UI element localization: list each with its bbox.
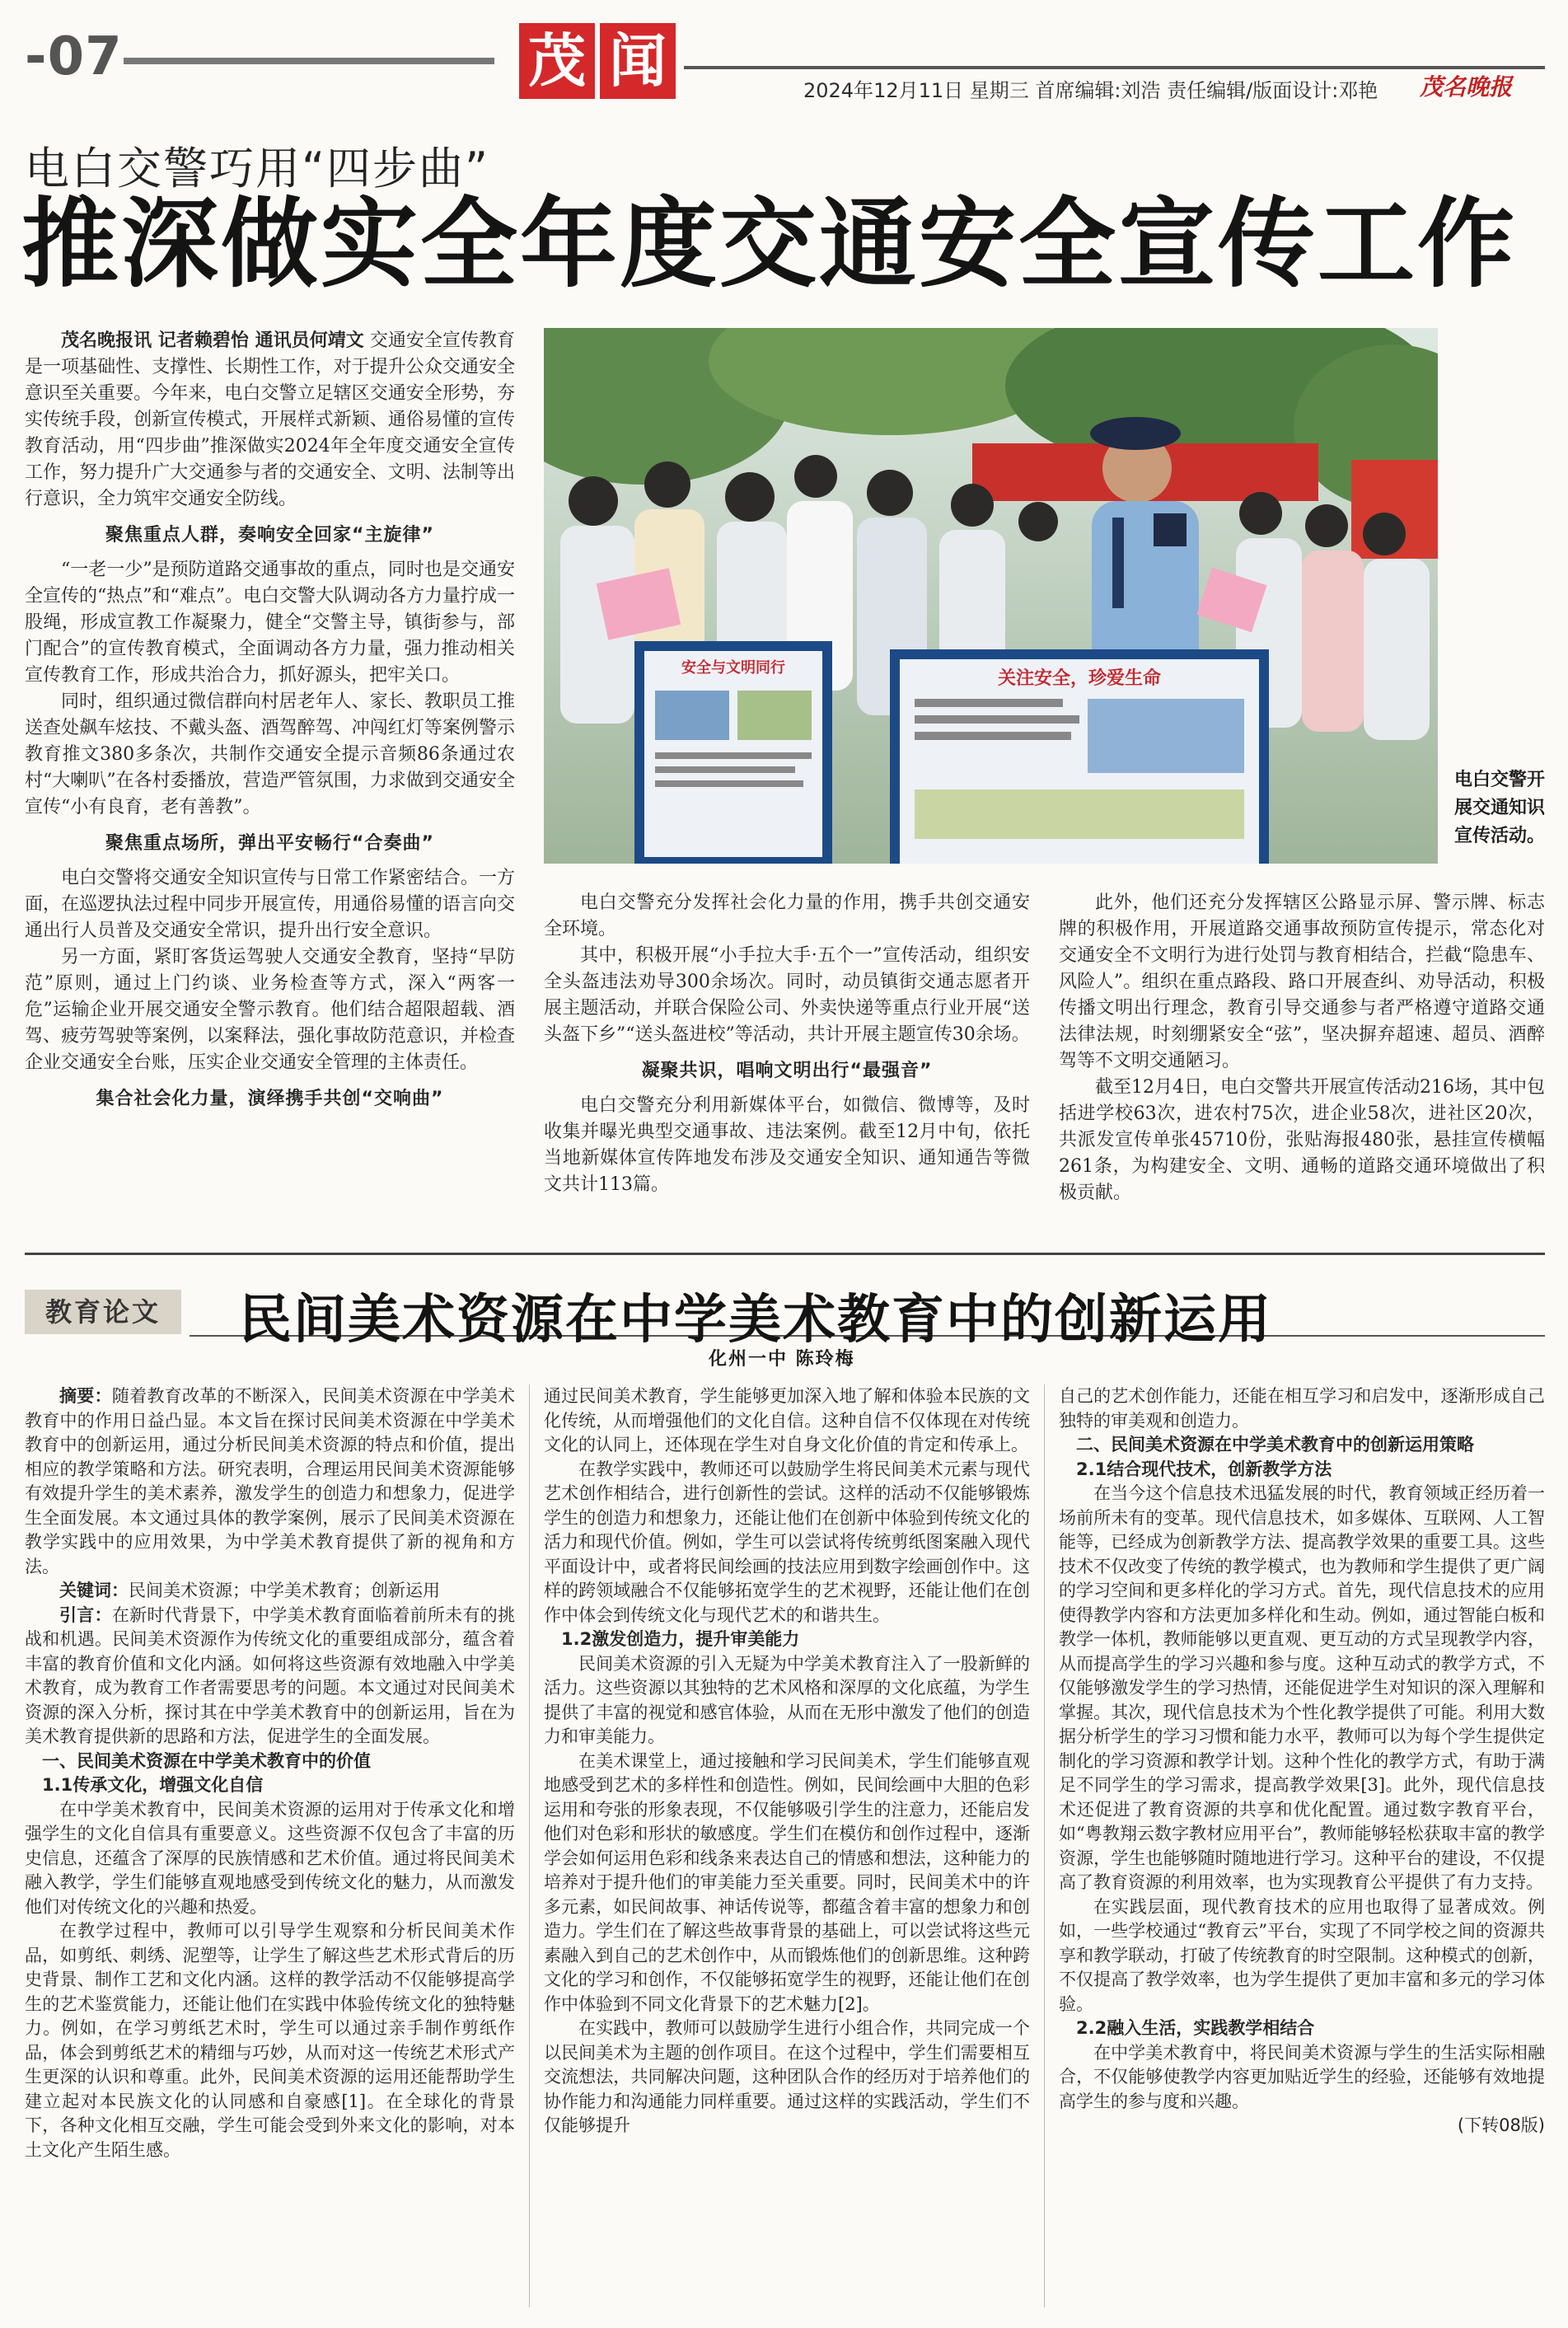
section-heading-1: 一、民间美术资源在中学美术教育中的价值: [42, 1750, 371, 1771]
keywords-text: 民间美术资源；中学美术教育；创新运用: [129, 1581, 440, 1600]
article2-paragraph: 在当今这个信息技术迅猛发展的时代，教育领域正经历着一场前所未有的变革。现代信息技术，如多媒体、互联网、人工智能等，已经成为创新教学方法、提高教学效果的重要工具。这些技术不仅改变了传统的教学模式，也为教师和学生提供了更广阔的学习空间和更多样化的学习方式。首先，现代信息技术的应用使得教学内容和方法更加多样化和生动。例如，通过智能白板和教学一体机，教师能够以更直观、更互动的方式呈现教学内容，从而提高学生的学习兴趣和参与度。这种互动式的教学方式，不仅能够激发学生的学习热情，还能促进学生对知识的深入理解和掌握。其次，现代信息技术为个性化教学提供了可能。利用大数据分析学生的学习习惯和能力水平，教师可以为每个学生提供定制化的学习资源和教学计划。这种个性化的教学方式，有助于满足不同学生的学习需求，提高教学效果[3]。此外，现代信息技术还促进了教育资源的共享和优化配置。通过数字教育平台，如“粤教翔云数字教材应用平台”，教师能够轻松获取丰富的教学资源，学生也能够随时随地进行学习。这种平台的建设，不仅提高了教育资源的利用效率，也为实现教育公平提供了有力支持。: [1059, 1483, 1545, 1892]
article2-column-2: [544, 1384, 1030, 2138]
board-title-1: 安全与文明同行: [681, 659, 785, 677]
article2-paragraph: 自己的艺术创作能力，还能在相互学习和启发中，逐渐形成自己独特的审美观和创造力。: [1059, 1386, 1545, 1431]
article2-paragraph: 民间美术资源的引入无疑为中学美术教育注入了一股新鲜的活力。这些资源以其独特的艺术风格和深厚的文化底蕴，为学生提供了丰富的视觉和感官体验，从而在无形中激发了他们的创造力和审美能力。: [544, 1653, 1030, 1746]
column-rule: [529, 1384, 530, 2307]
subsection-heading-2-2: 2.2融入生活，实践教学相结合: [1076, 2018, 1315, 2038]
intro-label: 引言：: [59, 1604, 112, 1625]
article2-paragraph: 在中学美术教育中，民间美术资源的运用对于传承文化和增强学生的文化自信具有重要意义。这些资源不仅包含了丰富的历史信息，还蕴含了深厚的民族情感和艺术价值。通过将民间美术融入教学，学生们能够直观地感受到传统文化的魅力，从而激发他们对传统文化的兴趣和热爱。: [25, 1799, 515, 1917]
article1-paragraph: 另一方面，紧盯客货运驾驶人交通安全教育，坚持“早防范”原则，通过上门约谈、业务检查等方式，深入“两客一危”运输企业开展交通安全警示教育。他们结合超限超载、酒驾、疲劳驾驶等案例，以案释法，强化事故防范意识，并检查企业交通安全台账，压实企业交通安全管理的主体责任。: [25, 947, 515, 1073]
section-mark: [519, 18, 684, 109]
page-number: -07: [25, 26, 123, 87]
article1-subhead-4: 凝聚共识，唱响文明出行“最强音”: [641, 1061, 933, 1081]
abstract-text: 随着教育改革的不断深入，民间美术资源在中学美术教育中的作用日益凸显。本文旨在探讨民间美术资源在中学美术教育中的创新运用，通过分析民间美术资源的特点和价值，提出相应的教学策略和方法。研究表明，合理运用民间美术资源能够有效提升学生的美术素养，激发学生的创造力和想象力，促进学生全面发展。本文通过具体的教学案例，展示了民间美术资源在教学实践中的应用效果，为中学美术教育提供了新的视角和方法。: [25, 1386, 516, 1576]
article2-paragraph: 在美术课堂上，通过接触和学习民间美术，学生们能够直观地感受到艺术的多样性和创造性。例如，民间绘画中大胆的色彩运用和夸张的形象表现，不仅能够吸引学生的注意力，还能启发他们对色彩和形状的敏感度。学生们在模仿和创作过程中，逐渐学会如何运用色彩和线条来表达自己的情感和想法，这种能力的培养对于提升他们的审美能力至关重要。同时，民间美术中的许多元素，如民间故事、神话传说等，都蕴含着丰富的想象力和创造力。学生们在了解这些故事背景的基础上，可以尝试将这些元素融入到自己的艺术创作中，从而锻炼他们的创新思维。这种跨文化的学习和创作，不仅能够拓宽学生的视野，还能让他们在创作中体验到不同文化背景下的艺术魅力[2]。: [544, 1750, 1030, 2014]
article1-subhead-3: 集合社会化力量，演绎携手共创“交响曲”: [96, 1089, 444, 1109]
article1-paragraph: 同时，组织通过微信群向村居老年人、家长、教职员工推送查处飙车炫技、不戴头盔、酒驾醉驾、冲闯红灯等案例警示教育推文380多条次，共制作交通安全提示音频86条通过农村“大喇叭”在各村委播放，营造严管氛围，力求做到交通安全宣传“小有良育，老有善教”。: [25, 691, 515, 817]
subsection-heading-1-2: 1.2激发创造力，提升审美能力: [561, 1629, 800, 1649]
article1-kicker: 电白交警巧用“四步曲”: [25, 143, 489, 194]
section-char-1: 茂: [519, 23, 595, 99]
article1-paragraph: 其中，积极开展“小手拉大手·五个一”宣传活动，组织安全头盔违法劝导300余场次。同时，动员镇街交通志愿者开展主题活动，并联合保险公司、外卖快递等重点行业开展“送头盔下乡”“送头盔进校”等活动，共计开展主题宣传30余场。: [544, 945, 1030, 1045]
article1-subhead-1: 聚焦重点人群，奏响安全回家“主旋律”: [105, 525, 434, 546]
article1-headline: 推深做实全年度交通安全宣传工作: [21, 187, 1518, 301]
column-tag: 教育论文: [25, 1290, 181, 1334]
article1-lead: 交通安全宣传教育是一项基础性、支撑性、长期性工作，对于提升公众交通安全意识至关重要。今年来，电白交警立足辖区交通安全形势，夯实传统手段，创新宣传模式，开展样式新颖、通俗易懂的宣传教育活动，用“四步曲”推深做实2024年全年度交通安全宣传工作，努力提升广大交通参与者的交通安全、文明、法制等出行意识，全力筑牢交通安全防线。: [25, 330, 515, 509]
article2-paragraph: 在教学实践中，教师还可以鼓励学生将民间美术元素与现代艺术创作相结合，进行创新性的尝试。这样的活动不仅能够锻炼学生的创造力和想象力，还能让他们在创新中体验到传统文化的活力和现代价值。例如，学生可以尝试将传统剪纸图案融入现代平面设计中，或者将民间绘画的技法应用到数字绘画创作中。这样的跨领域融合不仅能够拓宽学生的艺术视野，还能让他们在创作中体会到传统文化与现代艺术的和谐共生。: [544, 1459, 1030, 1625]
article2-column-3: [1059, 1384, 1545, 2138]
abstract-label: 摘要：: [59, 1386, 112, 1406]
article1-paragraph: 此外，他们还充分发挥辖区公路显示屏、警示牌、标志牌的积极作用，开展道路交通事故预防宣传提示，常态化对交通安全不文明行为进行处罚与教育相结合，拦截“隐患车、风险人”。组织在重点路段、路口开展查纠、劝导活动，积极传播文明出行理念，教育引导交通参与者严格遵守道路交通法律法规，时刻绷紧安全“弦”，坚决摒弃超速、超员、酒醉驾等不文明交通陋习。: [1059, 892, 1545, 1071]
article2-headline: 民间美术资源在中学美术教育中的创新运用: [239, 1290, 1272, 1351]
article2-paragraph: 通过民间美术教育，学生能够更加深入地了解和体验本民族的文化传统，从而增强他们的文化自信。这种自信不仅体现在对传统文化的认同上，还体现在学生对自身文化价值的肯定和传承上。: [544, 1386, 1030, 1454]
article2-paragraph: 在实践层面，现代教育技术的应用也取得了显著成效。例如，一些学校通过“教育云”平台，实现了不同学校之间的资源共享和教学联动，打破了传统教育的时空限制。这种模式的创新，不仅提高了教学效率，也为学生提供了更加丰富和多元的学习体验。: [1059, 1896, 1545, 2014]
subsection-heading-2-1: 2.1结合现代技术，创新教学方法: [1076, 1459, 1332, 1479]
intro-text: 在新时代背景下，中学美术教育面临着前所未有的挑战和机遇。民间美术资源作为传统文化的重要组成部分，蕴含着丰富的教育价值和文化内涵。如何将这些资源有效地融入中学美术教育，成为教育工作者需要思考的问题。本文通过对民间美术资源的深入分析，探讨其在中学美术教育中的创新运用，旨在为美术教育提供新的思路和方法，促进学生的全面发展。: [25, 1604, 516, 1746]
article2-paragraph: 在实践中，教师可以鼓励学生进行小组合作，共同完成一个以民间美术为主题的创作项目。在这个过程中，学生们需要相互交流想法，共同解决问题，这种团队合作的经历对于培养他们的协作能力和沟通能力同样重要。通过这样的实践活动，学生们不仅能够提升: [544, 2018, 1030, 2135]
article1-paragraph: 电白交警充分利用新媒体平台，如微信、微博等，及时收集并曝光典型交通事故、违法案例。截至12月中旬，依托当地新媒体宣传阵地发布涉及交通安全知识、通知通告等微文共计113篇。: [544, 1095, 1030, 1195]
keywords-label: 关键词：: [59, 1581, 129, 1600]
article1-paragraph: “一老一少”是预防道路交通事故的重点，同时也是交通安全宣传的“热点”和“难点”。电白交警大队调动各方力量拧成一股绳，形成宣教工作凝聚力，健全“交警主导，镇街参与，部门配合”的宣传教育模式，全面调动各方力量，强力推动相关宣传教育工作，形成共治合力，抓好源头，把牢关口。: [25, 560, 515, 686]
article1-paragraph: 电白交警充分发挥社会化力量的作用，携手共创交通安全环境。: [544, 892, 1030, 939]
article1-paragraph: 截至12月4日，电白交警共开展宣传活动216场，其中包括进学校63次，进农村75次，进企业58次，进社区20次，共派发宣传单张45710份，张贴海报480张，悬挂宣传横幅261条，为构建安全、文明、通畅的道路交通环境做出了积极贡献。: [1059, 1077, 1545, 1203]
column-rule: [1044, 1384, 1045, 2307]
article2-paragraph: 在中学美术教育中，将民间美术资源与学生的生活实际相融合，不仅能够使教学内容更加贴近学生的经验，还能够有效地提高学生的参与度和兴趣。: [1059, 2042, 1545, 2111]
article2-column-1: [25, 1384, 515, 2162]
section-char-2: 闻: [600, 23, 676, 99]
section-heading-2: 二、民间美术资源在中学美术教育中的创新运用策略: [1076, 1435, 1474, 1454]
article-divider: [25, 1253, 1545, 1255]
article2-author: 化州一中 陈玲梅: [709, 1349, 855, 1370]
dateline: 2024年12月11日 星期三 首席编辑:刘浩 责任编辑/版面设计:邓艳: [803, 79, 1378, 102]
subsection-heading-1-1: 1.1传承文化，增强文化自信: [42, 1775, 264, 1795]
article1-column-3: [1059, 890, 1545, 1206]
article1-subhead-2: 聚焦重点场所，弹出平安畅行“合奏曲”: [105, 833, 434, 854]
article2-paragraph: 在教学过程中，教师可以引导学生观察和分析民间美术作品，如剪纸、刺绣、泥塑等，让学生了解这些艺术形式背后的历史背景、制作工艺和文化内涵。这样的教学活动不仅能够提高学生的艺术鉴赏能力，还能让他们在实践中体验传统文化的独特魅力。例如，在学习剪纸艺术时，学生可以通过亲手制作剪纸作品，体会到剪纸艺术的精细与巧妙，从而对这一传统艺术形式产生更深的认识和尊重。此外，民间美术资源的运用还能帮助学生建立起对本民族文化的认同感和自豪感[1]。在全球化的背景下，各种文化相互交融，学生可能会受到外来文化的影响，对本土文化产生陌生感。: [25, 1921, 515, 2160]
article1-byline: 茂名晚报讯 记者赖碧怡 通讯员何靖文: [61, 330, 364, 351]
article1-column-2: [544, 890, 1030, 1198]
paper-logo: 茂名晚报: [1419, 73, 1512, 101]
masthead: [25, 18, 1545, 109]
page-number-rule: [124, 58, 494, 64]
continued-note: (下转08版): [1457, 2115, 1545, 2135]
article1-photo: [544, 328, 1438, 864]
board-title-2: 关注安全，珍爱生命: [997, 668, 1162, 689]
masthead-rule: [684, 66, 1545, 102]
article1-photo-caption: 电白交警开展交通知识宣传活动。: [1454, 770, 1546, 846]
article1-column-1: [25, 328, 515, 1121]
article1-paragraph: 电白交警将交通安全知识宣传与日常工作紧密结合。一方面，在巡逻执法过程中同步开展宣传，用通俗易懂的语言向交通出行人员普及交通安全常识，提升出行安全意识。: [25, 868, 515, 941]
